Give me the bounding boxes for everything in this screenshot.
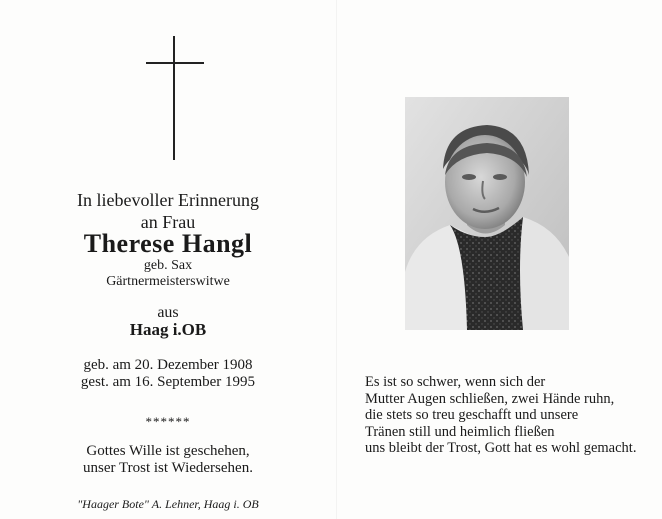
separator: ****** xyxy=(145,414,191,429)
poem-line: Es ist so schwer, wenn sich der xyxy=(365,374,546,390)
hometown: Haag i.OB xyxy=(129,320,207,339)
from-label: aus xyxy=(157,304,179,321)
quote-line-2: unser Trost ist Wiedersehen. xyxy=(83,460,253,476)
birth-date: geb. am 20. Dezember 1908 xyxy=(83,357,253,373)
poem xyxy=(365,374,655,457)
portrait-photo xyxy=(405,97,569,330)
death-date: gest. am 16. September 1995 xyxy=(80,374,256,390)
deceased-title: Gärtnermeisterswitwe xyxy=(106,274,230,289)
poem-line: Tränen still und heimlich fließen xyxy=(365,423,555,440)
deceased-name: Therese Hangl xyxy=(83,229,253,258)
printer-credit: "Haager Bote" A. Lehner, Haag i. OB xyxy=(77,497,259,511)
intro-line-2: an Frau xyxy=(140,212,196,232)
poem-line: uns bleibt der Trost, Gott hat es wohl gemacht. xyxy=(365,440,637,456)
quote-line-1: Gottes Wille ist geschehen, xyxy=(86,443,250,459)
cross-icon xyxy=(146,36,204,160)
maiden-name: geb. Sax xyxy=(143,258,193,273)
poem-line: die stets so treu geschafft und unsere xyxy=(365,407,579,423)
poem-line: Mutter Augen schließen, zwei Hände ruhn, xyxy=(365,390,615,407)
intro-line-1: In liebevoller Erinnerung xyxy=(77,190,259,210)
